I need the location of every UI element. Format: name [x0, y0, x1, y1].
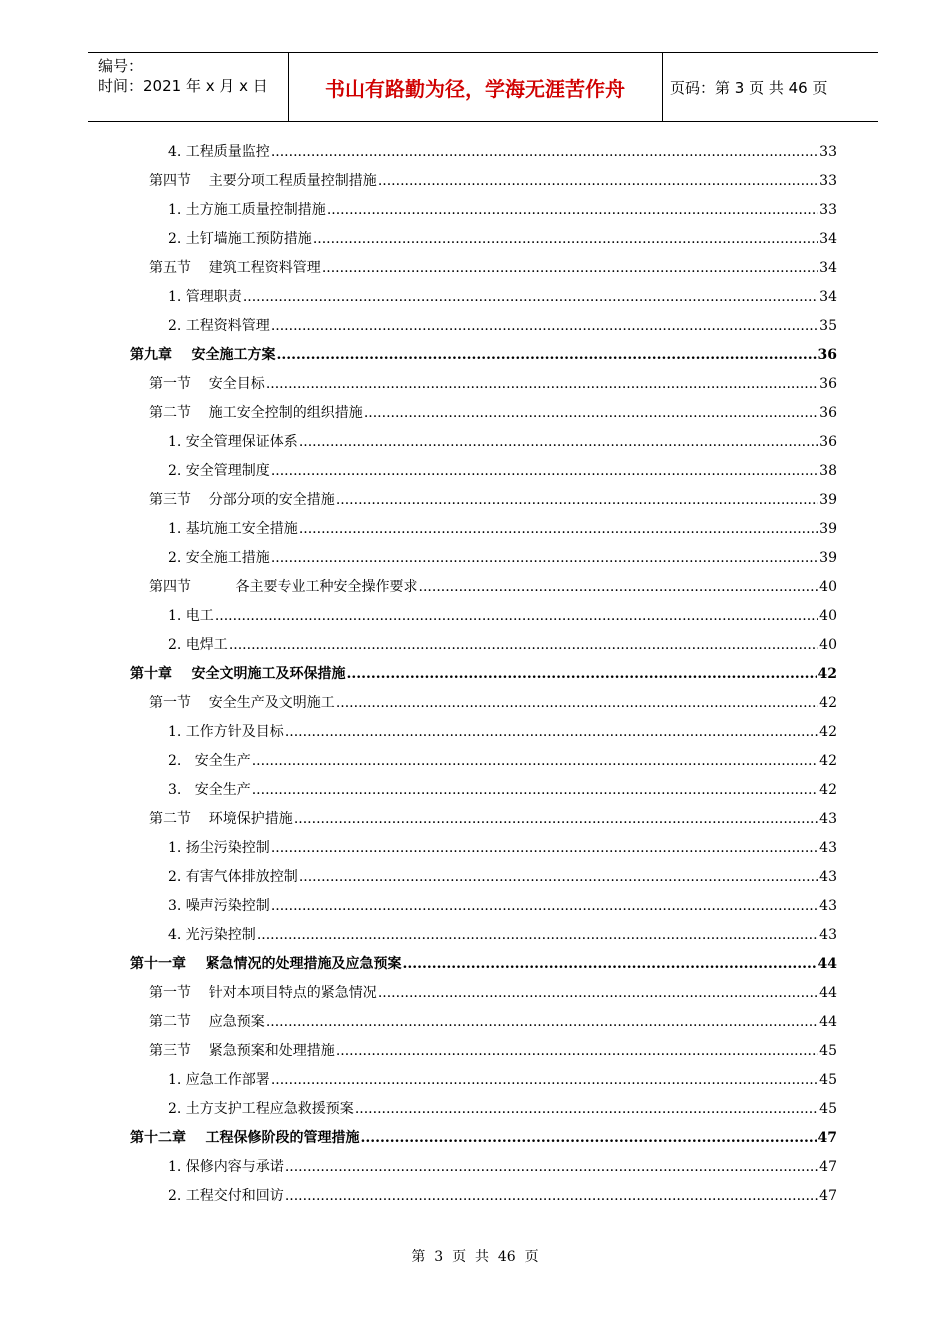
- toc-section-entry[interactable]: [130, 486, 837, 515]
- page-header: [88, 52, 878, 122]
- toc-entry-page: 33: [819, 144, 837, 160]
- toc-subsection-entry[interactable]: [130, 428, 837, 457]
- toc-entry-page: 43: [819, 898, 837, 914]
- toc-entry-page: 45: [819, 1043, 837, 1059]
- toc-entry-title: 4. 工程质量监控: [168, 144, 270, 160]
- toc-entry-title: 第十二章 工程保修阶段的管理措施: [130, 1130, 360, 1146]
- toc-entry-page: 42: [819, 724, 837, 740]
- toc-dot-leader: [266, 1008, 818, 1037]
- toc-subsection-entry[interactable]: [130, 138, 837, 167]
- toc-subsection-entry[interactable]: [130, 631, 837, 660]
- toc-subsection-entry[interactable]: [130, 892, 837, 921]
- toc-entry-page: 44: [819, 985, 837, 1001]
- toc-dot-leader: [285, 1153, 818, 1182]
- toc-dot-leader: [378, 167, 818, 196]
- header-motto: 书山有路勤为径，学海无涯苦作舟: [325, 77, 625, 101]
- toc-entry-page: 36: [819, 434, 837, 450]
- toc-dot-leader: [215, 602, 818, 631]
- toc-dot-leader: [378, 979, 818, 1008]
- toc-entry-page: 34: [819, 289, 837, 305]
- toc-entry-title: 1. 安全管理保证体系: [168, 434, 298, 450]
- toc-subsection-entry[interactable]: [130, 602, 837, 631]
- page-footer: [0, 1246, 950, 1266]
- toc-entry-page: 42: [819, 695, 837, 711]
- toc-dot-leader: [361, 1124, 817, 1153]
- toc-dot-leader: [299, 428, 818, 457]
- toc-dot-leader: [294, 805, 818, 834]
- toc-entry-title: 2. 安全管理制度: [168, 463, 270, 479]
- toc-entry-title: 2. 土方支护工程应急救援预案: [168, 1101, 354, 1117]
- toc-subsection-entry[interactable]: [130, 196, 837, 225]
- toc-entry-title: 1. 工作方针及目标: [168, 724, 284, 740]
- toc-section-entry[interactable]: [130, 689, 837, 718]
- toc-entry-page: 40: [819, 608, 837, 624]
- toc-entry-page: 39: [819, 521, 837, 537]
- toc-dot-leader: [322, 254, 818, 283]
- toc-dot-leader: [419, 573, 819, 602]
- toc-entry-page: 42: [819, 782, 837, 798]
- toc-entry-title: 1. 管理职责: [168, 289, 242, 305]
- toc-entry-page: 39: [819, 492, 837, 508]
- toc-entry-page: 33: [819, 202, 837, 218]
- toc-entry-title: 第一节 针对本项目特点的紧急情况: [149, 985, 377, 1001]
- toc-entry-page: 36: [817, 347, 837, 363]
- toc-entry-title: 1. 电工: [168, 608, 214, 624]
- toc-dot-leader: [336, 486, 818, 515]
- toc-dot-leader: [229, 631, 818, 660]
- header-left-cell: [88, 53, 288, 121]
- toc-dot-leader: [271, 892, 818, 921]
- toc-entry-title: 2. 安全施工措施: [168, 550, 270, 566]
- toc-entry-title: 第四节 各主要专业工种安全操作要求: [149, 579, 418, 595]
- toc-chapter-entry[interactable]: [130, 950, 837, 979]
- document-time-label: 时间：2021 年 x 月 x 日: [98, 77, 268, 95]
- toc-entry-title: 2. 工程交付和回访: [168, 1188, 284, 1204]
- toc-entry-page: 45: [819, 1072, 837, 1088]
- toc-dot-leader: [364, 399, 818, 428]
- toc-dot-leader: [285, 1182, 818, 1211]
- toc-subsection-entry[interactable]: [130, 1182, 837, 1211]
- toc-entry-title: 第一节 安全目标: [149, 376, 265, 392]
- toc-entry-title: 3. 安全生产: [168, 782, 251, 798]
- toc-section-entry[interactable]: [130, 1037, 837, 1066]
- toc-dot-leader: [252, 747, 818, 776]
- toc-entry-page: 43: [819, 869, 837, 885]
- toc-entry-title: 2. 安全生产: [168, 753, 251, 769]
- toc-entry-page: 47: [819, 1188, 837, 1204]
- toc-entry-page: 43: [819, 927, 837, 943]
- toc-section-entry[interactable]: [130, 979, 837, 1008]
- toc-subsection-entry[interactable]: [130, 747, 837, 776]
- toc-entry-page: 44: [819, 1014, 837, 1030]
- toc-entry-page: 43: [819, 840, 837, 856]
- toc-entry-page: 44: [817, 956, 837, 972]
- toc-dot-leader: [336, 689, 818, 718]
- toc-subsection-entry[interactable]: [130, 457, 837, 486]
- toc-subsection-entry[interactable]: [130, 1153, 837, 1182]
- toc-entry-title: 1. 保修内容与承诺: [168, 1159, 284, 1175]
- toc-chapter-entry[interactable]: [130, 341, 837, 370]
- toc-entry-title: 第二节 施工安全控制的组织措施: [149, 405, 363, 421]
- toc-entry-title: 3. 噪声污染控制: [168, 898, 270, 914]
- toc-entry-title: 2. 有害气体排放控制: [168, 869, 298, 885]
- toc-entry-title: 第十一章 紧急情况的处理措施及应急预案: [130, 956, 402, 972]
- toc-dot-leader: [271, 1066, 818, 1095]
- toc-subsection-entry[interactable]: [130, 1095, 837, 1124]
- toc-dot-leader: [403, 950, 817, 979]
- toc-chapter-entry[interactable]: [130, 1124, 837, 1153]
- toc-section-entry[interactable]: [130, 805, 837, 834]
- toc-dot-leader: [271, 834, 818, 863]
- toc-entry-page: 35: [819, 318, 837, 334]
- toc-entry-page: 40: [819, 579, 837, 595]
- toc-dot-leader: [285, 718, 818, 747]
- toc-entry-title: 1. 应急工作部署: [168, 1072, 270, 1088]
- toc-subsection-entry[interactable]: [130, 718, 837, 747]
- toc-dot-leader: [266, 370, 818, 399]
- toc-subsection-entry[interactable]: [130, 1066, 837, 1095]
- toc-dot-leader: [336, 1037, 818, 1066]
- toc-entry-title: 4. 光污染控制: [168, 927, 256, 943]
- toc-entry-title: 第九章 安全施工方案: [130, 347, 276, 363]
- toc-entry-page: 47: [817, 1130, 837, 1146]
- toc-entry-title: 第一节 安全生产及文明施工: [149, 695, 335, 711]
- toc-entry-page: 40: [819, 637, 837, 653]
- toc-subsection-entry[interactable]: [130, 544, 837, 573]
- toc-dot-leader: [252, 776, 818, 805]
- toc-subsection-entry[interactable]: [130, 225, 837, 254]
- toc-dot-leader: [355, 1095, 818, 1124]
- toc-dot-leader: [271, 312, 818, 341]
- toc-entry-title: 第四节 主要分项工程质量控制措施: [149, 173, 377, 189]
- toc-entry-page: 33: [819, 173, 837, 189]
- toc-subsection-entry[interactable]: [130, 776, 837, 805]
- toc-entry-page: 43: [819, 811, 837, 827]
- toc-subsection-entry[interactable]: [130, 834, 837, 863]
- toc-dot-leader: [327, 196, 818, 225]
- toc-entry-page: 38: [819, 463, 837, 479]
- toc-entry-page: 36: [819, 376, 837, 392]
- toc-entry-title: 1. 基坑施工安全措施: [168, 521, 298, 537]
- toc-subsection-entry[interactable]: [130, 863, 837, 892]
- toc-section-entry[interactable]: [130, 1008, 837, 1037]
- toc-dot-leader: [299, 863, 818, 892]
- toc-entry-title: 第十章 安全文明施工及环保措施: [130, 666, 346, 682]
- toc-dot-leader: [271, 138, 818, 167]
- toc-entry-page: 34: [819, 260, 837, 276]
- toc-entry-page: 36: [819, 405, 837, 421]
- toc-entry-title: 第三节 分部分项的安全措施: [149, 492, 335, 508]
- toc-section-entry[interactable]: [130, 370, 837, 399]
- toc-dot-leader: [257, 921, 818, 950]
- toc-section-entry[interactable]: [130, 573, 837, 602]
- toc-entry-title: 2. 工程资料管理: [168, 318, 270, 334]
- toc-entry-title: 2. 电焊工: [168, 637, 228, 653]
- toc-entry-title: 1. 扬尘污染控制: [168, 840, 270, 856]
- toc-section-entry[interactable]: [130, 254, 837, 283]
- toc-dot-leader: [347, 660, 817, 689]
- header-page-label: 页码：第 3 页 共 46 页: [670, 79, 828, 97]
- document-code-label: 编号：: [98, 57, 144, 75]
- footer-page-number: 第 3 页 共 46 页: [411, 1249, 539, 1265]
- toc-entry-page: 47: [819, 1159, 837, 1175]
- toc-entry-title: 1. 土方施工质量控制措施: [168, 202, 326, 218]
- toc-subsection-entry[interactable]: [130, 283, 837, 312]
- header-divider: [662, 53, 663, 121]
- toc-entry-page: 45: [819, 1101, 837, 1117]
- toc-entry-title: 2. 土钉墙施工预防措施: [168, 231, 312, 247]
- toc-dot-leader: [243, 283, 818, 312]
- toc-subsection-entry[interactable]: [130, 312, 837, 341]
- toc-entry-page: 39: [819, 550, 837, 566]
- toc-dot-leader: [299, 515, 818, 544]
- toc-entry-title: 第二节 应急预案: [149, 1014, 265, 1030]
- toc-dot-leader: [277, 341, 817, 370]
- toc-subsection-entry[interactable]: [130, 515, 837, 544]
- toc-entry-page: 34: [819, 231, 837, 247]
- toc-section-entry[interactable]: [130, 167, 837, 196]
- toc-subsection-entry[interactable]: [130, 921, 837, 950]
- toc-dot-leader: [271, 457, 818, 486]
- toc-entry-title: 第二节 环境保护措施: [149, 811, 293, 827]
- toc-dot-leader: [271, 544, 818, 573]
- toc-entry-title: 第五节 建筑工程资料管理: [149, 260, 321, 276]
- toc-dot-leader: [313, 225, 818, 254]
- toc-entry-title: 第三节 紧急预案和处理措施: [149, 1043, 335, 1059]
- toc-section-entry[interactable]: [130, 399, 837, 428]
- table-of-contents: [130, 138, 837, 1211]
- toc-entry-page: 42: [817, 666, 837, 682]
- toc-chapter-entry[interactable]: [130, 660, 837, 689]
- toc-entry-page: 42: [819, 753, 837, 769]
